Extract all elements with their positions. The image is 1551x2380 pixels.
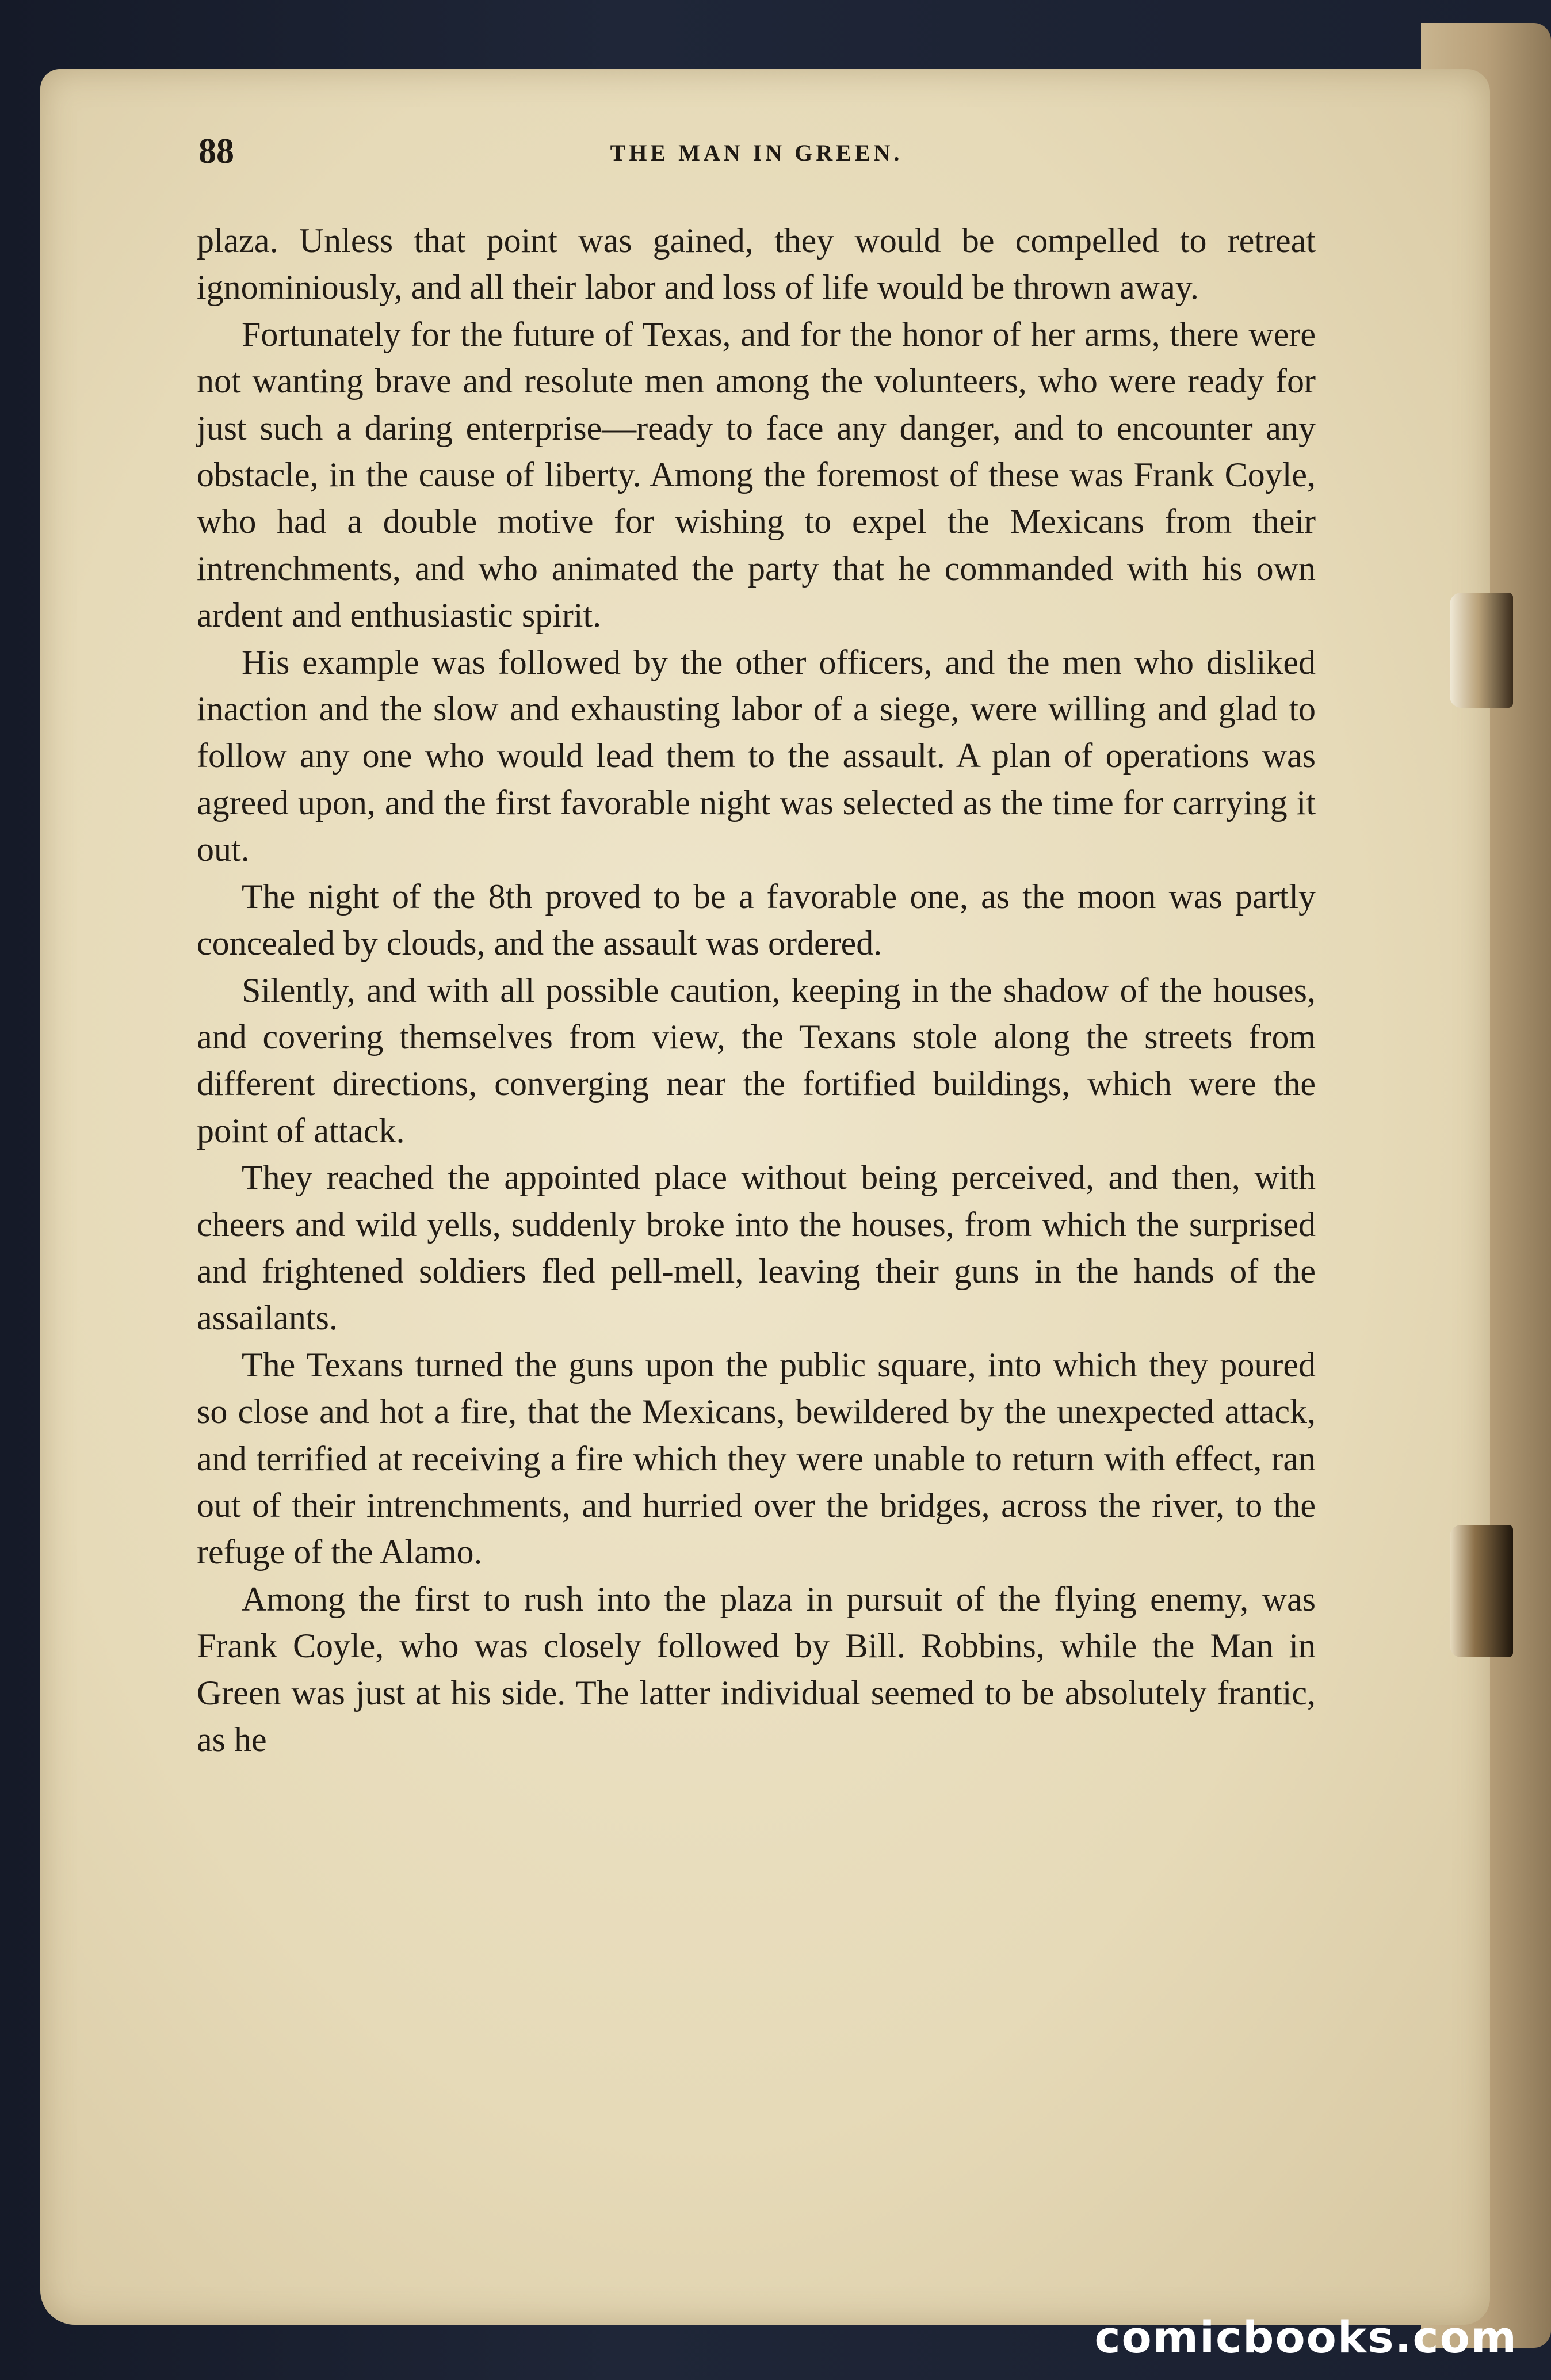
- body-text: [197, 218, 1316, 1763]
- paragraph: His example was followed by the other officers, and the men who disliked inaction and the slow and exhausting labor of a siege, were willing and glad to follow any one who would lead them to the assault. A plan of operations was agreed upon, and the first favorable night was selected as the time for carrying it out.: [197, 643, 1316, 869]
- paragraph: The night of the 8th proved to be a favorable one, as the moon was partly concealed by clouds, and the assault was ordered.: [197, 877, 1316, 963]
- paragraph: plaza. Unless that point was gained, they would be compelled to retreat ignominiously, and all their labor and loss of life would be thrown away.: [197, 222, 1316, 307]
- site-watermark: comicbooks.com: [1094, 2312, 1518, 2363]
- paragraph: They reached the appointed place without being perceived, and then, with cheers and wild yells, suddenly broke into the houses, from which the surprised and frightened soldiers fled pell-mell, leaving their guns in the hands of the assailants.: [197, 1158, 1316, 1337]
- running-head: THE MAN IN GREEN.: [610, 140, 903, 166]
- paragraph: Silently, and with all possible caution, keeping in the shadow of the houses, and covering themselves from view, the Texans stole along the streets from different directions, converging near the fortified buildings, which were the point of attack.: [197, 971, 1316, 1150]
- paragraph: The Texans turned the guns upon the public square, into which they poured so close and hot a fire, that the Mexicans, bewildered by the unexpected attack, and terrified at receiving a fire which they were unable to return with effect, ran out of their intrenchments, and hurried over the bridges, across the river, to the refuge of the Alamo.: [197, 1345, 1316, 1572]
- page-tear-upper: [1450, 593, 1513, 708]
- page-number: 88: [198, 132, 234, 171]
- page-header: [198, 131, 1315, 177]
- paragraph: Among the first to rush into the plaza in pursuit of the flying enemy, was Frank Coyle, who was closely followed by Bill. Robbins, while the Man in Green was just at his side. The latter individual seemed to be absolutely frantic, as he: [197, 1580, 1316, 1759]
- paragraph: Fortunately for the future of Texas, and for the honor of her arms, there were not wanting brave and resolute men among the volunteers, who were ready for just such a daring enterprise—ready to face any danger, and to encounter any obstacle, in the cause of liberty. Among the foremost of these was Frank Coyle, who had a double motive for wishing to expel the Mexicans from their intrenchments, and who animated the party that he commanded with his own ardent and enthusiastic spirit.: [197, 315, 1316, 635]
- page-tear-lower: [1450, 1525, 1513, 1657]
